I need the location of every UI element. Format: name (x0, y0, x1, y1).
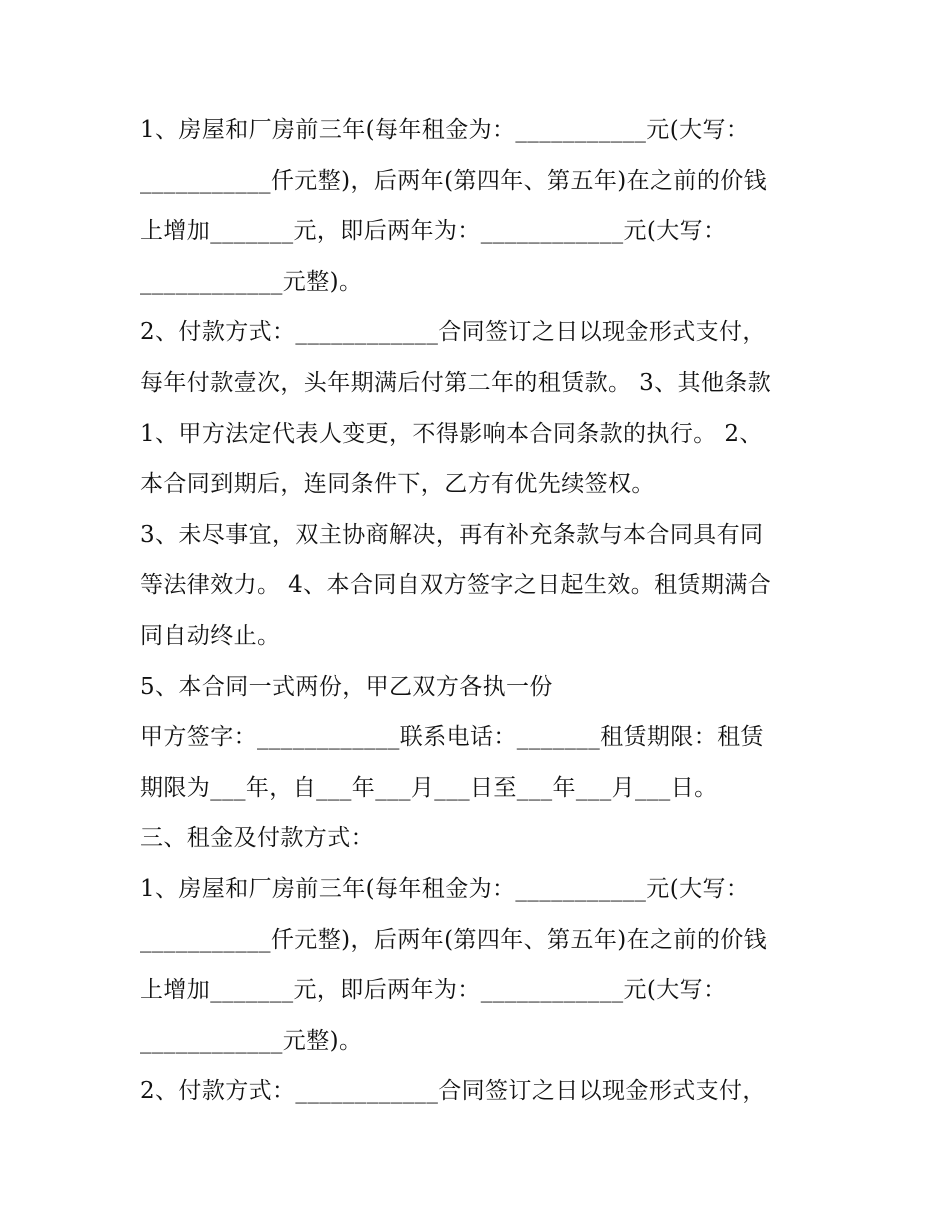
text-line: 三、租金及付款方式： (140, 825, 374, 852)
text-line: 2、付款方式：____________合同签订之日以现金形式支付， (140, 319, 766, 346)
text-line: 3、未尽事宜，双主协商解决，再有补充条款与本合同具有同 (140, 521, 764, 548)
text-line: ____________元整)。 (140, 268, 363, 295)
text-line: 5、本合同一式两份，甲乙双方各执一份 (140, 673, 553, 700)
text-line: 同自动终止。 (140, 622, 281, 649)
text-line: ____________元整)。 (140, 1027, 363, 1054)
text-line: 每年付款壹次，头年期满后付第二年的租赁款。 3、其他条款 (140, 369, 772, 396)
text-line: 上增加_______元，即后两年为：____________元(大写： (140, 218, 727, 245)
text-line: 上增加_______元，即后两年为：____________元(大写： (140, 977, 727, 1004)
text-line: 2、付款方式：____________合同签订之日以现金形式支付， (140, 1078, 766, 1105)
text-line: ___________仟元整)，后两年(第四年、第五年)在之前的价钱 (140, 167, 768, 194)
contract-text-block (140, 105, 820, 1117)
text-line: 1、甲方法定代表人变更，不得影响本合同条款的执行。 2、 (140, 420, 763, 447)
text-line: 1、房屋和厂房前三年(每年租金为：___________元(大写： (140, 117, 750, 143)
text-line: 本合同到期后，连同条件下，乙方有优先续签权。 (140, 471, 655, 498)
text-line: ___________仟元整)，后两年(第四年、第五年)在之前的价钱 (140, 926, 768, 953)
text-line: 等法律效力。 4、本合同自双方签字之日起生效。租赁期满合 (140, 572, 772, 599)
text-line: 期限为___年，自___年___月___日至___年___月___日。 (140, 774, 718, 801)
text-line: 甲方签字：____________联系电话：_______租赁期限：租赁 (140, 724, 764, 751)
text-line: 1、房屋和厂房前三年(每年租金为：___________元(大写： (140, 875, 750, 902)
